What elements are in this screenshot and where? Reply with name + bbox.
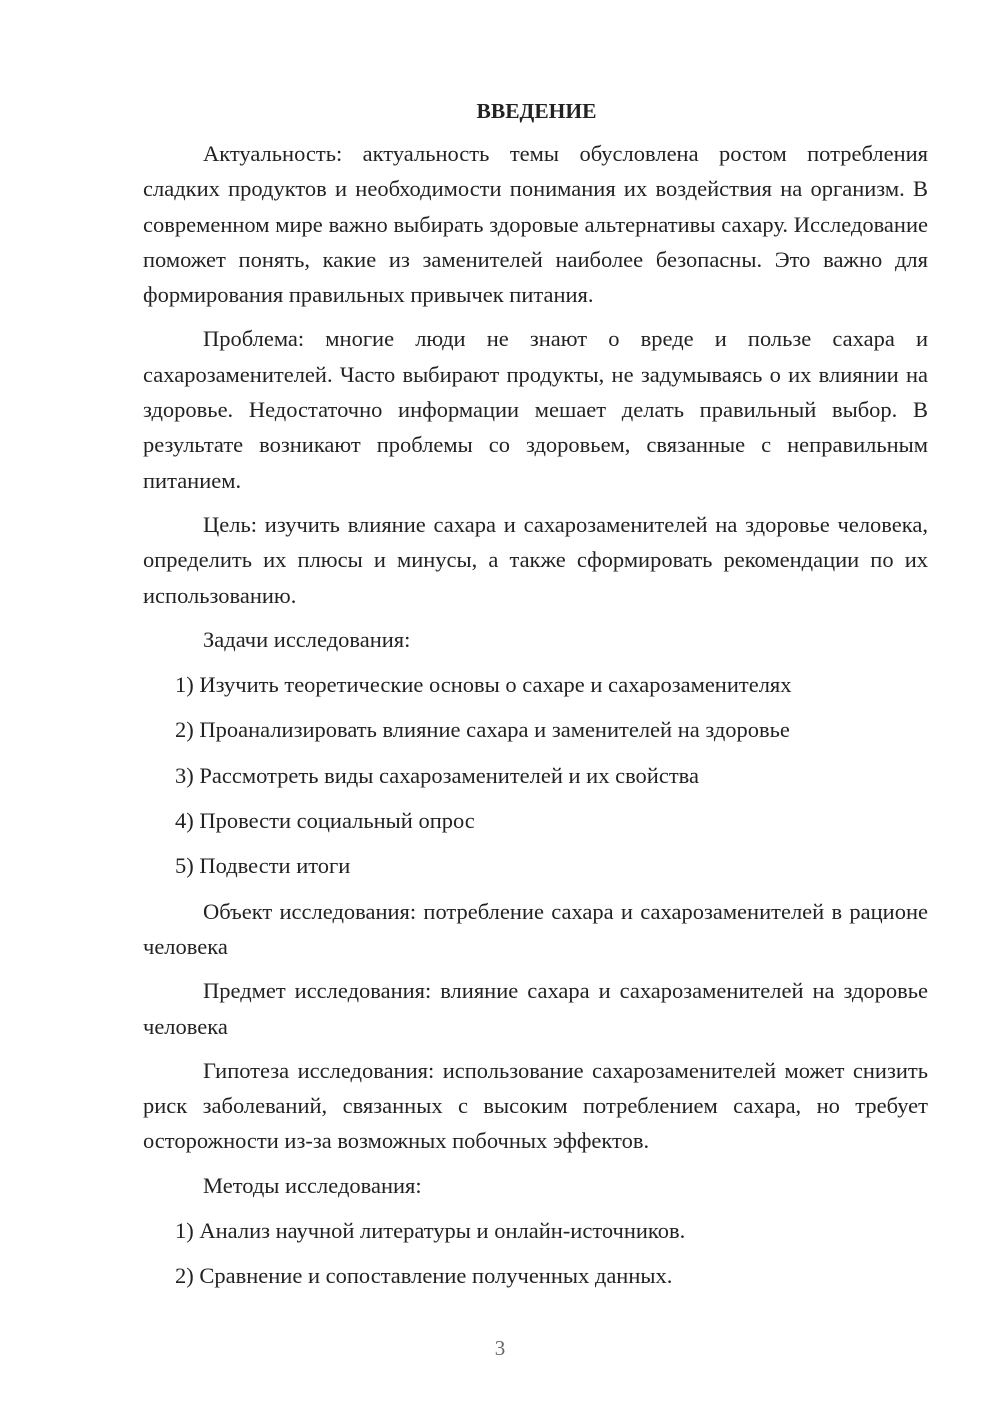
page-content <box>143 96 928 1304</box>
hypothesis-paragraph: Гипотеза исследования: использование сахарозаменителей может снизить риск заболеваний, связанных с высоким потреблением сахара, но требует осторожности из-за возможных побочных эффектов. <box>143 1057 928 1154</box>
page-number: 3 <box>494 1336 506 1360</box>
section-title: ВВЕДЕНИЕ <box>476 99 597 123</box>
methods-heading: Методы исследования: <box>203 1172 422 1198</box>
object-paragraph: Объект исследования: потребление сахара и сахарозаменителей в рационе человека <box>143 898 928 959</box>
method-item: 1) Анализ научной литературы и онлайн-источников. <box>175 1218 686 1244</box>
task-item: 2) Проанализировать влияние сахара и заменителей на здоровье <box>175 717 790 743</box>
method-item: 2) Сравнение и сопоставление полученных данных. <box>175 1263 673 1289</box>
problem-paragraph: Проблема: многие люди не знают о вреде и пользе сахара и сахарозаменителей. Часто выбирают продукты, не задумываясь о их влиянии на здоровье. Недостаточно информации мешает делать правильный выбор. В результате возникают проблемы со здоровьем, связанные с неправильным питанием. <box>143 326 928 493</box>
task-item: 5) Подвести итоги <box>175 853 351 879</box>
relevance-paragraph: Актуальность: актуальность темы обусловлена ростом потребления сладких продуктов и необходимости понимания их воздействия на организм. В современном мире важно выбирать здоровые альтернативы сахару. Исследование поможет понять, какие из заменителей наиболее безопасны. Это важно для формирования правильных привычек питания. <box>143 141 928 308</box>
tasks-heading: Задачи исследования: <box>203 626 411 652</box>
task-item: 4) Провести социальный опрос <box>175 808 475 834</box>
task-item: 3) Рассмотреть виды сахарозаменителей и их свойства <box>175 762 699 788</box>
subject-paragraph: Предмет исследования: влияние сахара и сахарозаменителей на здоровье человека <box>143 978 928 1039</box>
goal-paragraph: Цель: изучить влияние сахара и сахарозаменителей на здоровье человека, определить их плюсы и минусы, а также сформировать рекомендации по их использованию. <box>143 511 928 608</box>
task-item: 1) Изучить теоретические основы о сахаре и сахарозаменителях <box>175 672 792 698</box>
